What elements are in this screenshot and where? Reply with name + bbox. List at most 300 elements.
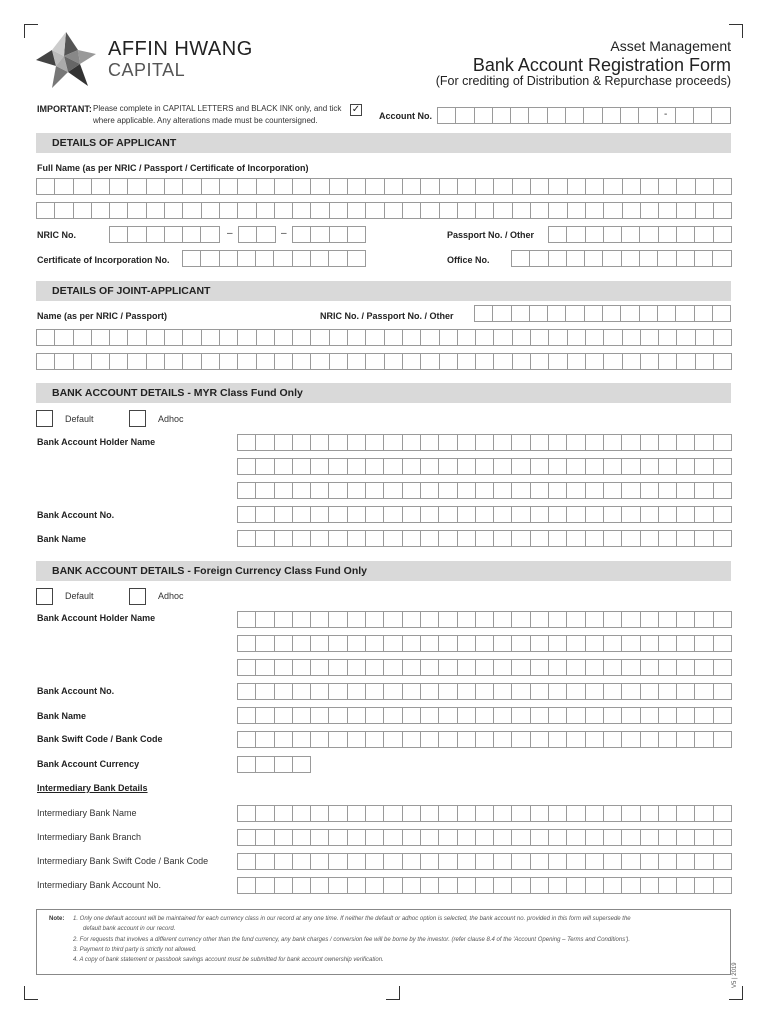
input-cell[interactable] [37,203,55,218]
input-cell[interactable] [74,203,92,218]
input-cell[interactable] [568,203,586,218]
input-cell[interactable] [586,612,604,627]
input-cell[interactable] [640,251,658,266]
input-cell[interactable] [256,757,274,772]
input-cell[interactable] [311,660,329,675]
input-cell[interactable] [421,330,439,345]
input-cell[interactable] [439,636,457,651]
input-cell[interactable] [512,251,530,266]
input-cell[interactable] [348,878,366,893]
input-cell[interactable] [623,330,641,345]
input-cell[interactable] [714,435,732,450]
nric-input-part2[interactable] [238,226,276,243]
input-cell[interactable] [183,203,201,218]
input-cell[interactable] [329,531,347,546]
input-cell[interactable] [604,612,622,627]
input-cell[interactable] [275,878,293,893]
input-cell[interactable] [531,483,549,498]
input-cell[interactable] [458,660,476,675]
input-cell[interactable] [421,354,439,369]
input-cell[interactable] [476,878,494,893]
input-cell[interactable] [421,531,439,546]
input-cell[interactable] [586,636,604,651]
input-cell[interactable] [421,507,439,522]
input-cell[interactable] [622,708,640,723]
input-cell[interactable] [549,179,567,194]
input-cell[interactable] [476,531,494,546]
input-cell[interactable] [677,878,695,893]
input-cell[interactable] [568,354,586,369]
input-cell[interactable] [256,636,274,651]
input-cell[interactable] [714,227,732,242]
input-cell[interactable] [604,354,622,369]
input-cell[interactable] [238,684,256,699]
input-cell[interactable] [329,251,347,266]
input-cell[interactable] [567,708,585,723]
input-cell[interactable] [329,708,347,723]
input-cell[interactable] [366,732,384,747]
input-cell[interactable] [621,108,639,123]
input-cell[interactable] [549,830,567,845]
input-cell[interactable] [475,306,493,321]
input-cell[interactable] [403,636,421,651]
input-cell[interactable] [476,732,494,747]
input-cell[interactable] [695,854,713,869]
passport-input[interactable] [548,226,732,243]
input-cell[interactable] [329,684,347,699]
input-cell[interactable] [458,806,476,821]
input-cell[interactable] [641,459,659,474]
input-cell[interactable] [293,830,311,845]
input-cell[interactable] [695,612,713,627]
input-cell[interactable] [604,878,622,893]
input-cell[interactable] [641,612,659,627]
input-cell[interactable] [476,854,494,869]
input-cell[interactable] [293,251,311,266]
input-cell[interactable] [586,507,604,522]
input-cell[interactable] [275,531,293,546]
input-cell[interactable] [165,179,183,194]
input-cell[interactable] [695,435,713,450]
input-cell[interactable] [256,878,274,893]
nric-input-part3[interactable] [292,226,366,243]
input-cell[interactable] [421,203,439,218]
myr-bank-input[interactable] [237,530,732,547]
input-cell[interactable] [239,227,257,242]
input-cell[interactable] [348,459,366,474]
input-cell[interactable] [494,878,512,893]
input-cell[interactable] [384,684,402,699]
cert-input[interactable] [182,250,366,267]
input-cell[interactable] [311,354,329,369]
input-cell[interactable] [494,684,512,699]
input-cell[interactable] [439,854,457,869]
input-cell[interactable] [274,251,292,266]
input-cell[interactable] [147,227,165,242]
input-cell[interactable] [183,330,201,345]
input-cell[interactable] [202,179,220,194]
input-cell[interactable] [238,806,256,821]
input-cell[interactable] [256,483,274,498]
input-cell[interactable] [604,179,622,194]
input-cell[interactable] [311,435,329,450]
foreign-swift-input[interactable] [237,731,732,748]
input-cell[interactable] [275,806,293,821]
input-cell[interactable] [329,660,347,675]
input-cell[interactable] [458,507,476,522]
input-cell[interactable] [256,507,274,522]
input-cell[interactable] [622,732,640,747]
input-cell[interactable] [714,708,732,723]
input-cell[interactable] [366,854,384,869]
input-cell[interactable] [329,636,347,651]
int-name-input[interactable] [237,805,732,822]
input-cell[interactable] [549,660,567,675]
input-cell[interactable] [366,806,384,821]
input-cell[interactable] [603,108,621,123]
input-cell[interactable] [513,203,531,218]
input-cell[interactable] [440,179,458,194]
input-cell[interactable] [311,684,329,699]
input-cell[interactable] [713,251,731,266]
input-cell[interactable] [329,612,347,627]
input-cell[interactable] [476,806,494,821]
input-cell[interactable] [549,354,567,369]
input-cell[interactable] [311,854,329,869]
input-cell[interactable] [458,612,476,627]
input-cell[interactable] [439,483,457,498]
input-cell[interactable] [293,878,311,893]
input-cell[interactable] [256,732,274,747]
input-cell[interactable] [586,684,604,699]
input-cell[interactable] [329,483,347,498]
input-cell[interactable] [275,507,293,522]
int-branch-input[interactable] [237,829,732,846]
input-cell[interactable] [384,878,402,893]
input-cell[interactable] [622,459,640,474]
input-cell[interactable] [531,806,549,821]
input-cell[interactable] [293,854,311,869]
input-cell[interactable] [714,830,732,845]
input-cell[interactable] [256,684,274,699]
input-cell[interactable] [714,684,732,699]
input-cell[interactable] [549,251,567,266]
input-cell[interactable] [275,757,293,772]
input-cell[interactable] [512,306,530,321]
input-cell[interactable] [384,435,402,450]
input-cell[interactable] [476,203,494,218]
input-cell[interactable] [275,483,293,498]
input-cell[interactable] [439,507,457,522]
input-cell[interactable] [531,435,549,450]
myr-holder-input-line1[interactable] [237,434,732,451]
input-cell[interactable] [238,732,256,747]
input-cell[interactable] [403,179,421,194]
input-cell[interactable] [421,708,439,723]
input-cell[interactable] [238,854,256,869]
joint-nric-input[interactable] [474,305,731,322]
myr-holder-input-line2[interactable] [237,458,732,475]
input-cell[interactable] [714,459,732,474]
input-cell[interactable] [366,435,384,450]
input-cell[interactable] [293,708,311,723]
input-cell[interactable] [421,684,439,699]
foreign-holder-input-line1[interactable] [237,611,732,628]
input-cell[interactable] [128,179,146,194]
input-cell[interactable] [37,179,55,194]
input-cell[interactable] [622,227,640,242]
input-cell[interactable] [74,354,92,369]
input-cell[interactable] [384,806,402,821]
input-cell[interactable] [639,108,657,123]
input-cell[interactable] [494,203,512,218]
input-cell[interactable] [421,732,439,747]
input-cell[interactable] [512,531,530,546]
input-cell[interactable] [403,878,421,893]
input-cell[interactable] [201,251,219,266]
input-cell[interactable] [714,203,732,218]
input-cell[interactable] [330,354,348,369]
input-cell[interactable] [421,636,439,651]
input-cell[interactable] [439,878,457,893]
input-cell[interactable] [311,612,329,627]
input-cell[interactable] [604,684,622,699]
input-cell[interactable] [439,531,457,546]
input-cell[interactable] [494,531,512,546]
input-cell[interactable] [659,179,677,194]
input-cell[interactable] [458,854,476,869]
input-cell[interactable] [566,306,584,321]
input-cell[interactable] [220,203,238,218]
input-cell[interactable] [531,732,549,747]
input-cell[interactable] [421,806,439,821]
input-cell[interactable] [696,179,714,194]
input-cell[interactable] [513,354,531,369]
input-cell[interactable] [603,251,621,266]
input-cell[interactable] [494,708,512,723]
input-cell[interactable] [293,330,311,345]
input-cell[interactable] [604,435,622,450]
input-cell[interactable] [311,878,329,893]
input-cell[interactable] [311,459,329,474]
input-cell[interactable] [695,806,713,821]
input-cell[interactable] [494,636,512,651]
input-cell[interactable] [641,435,659,450]
input-cell[interactable] [92,354,110,369]
foreign-bank-input[interactable] [237,707,732,724]
input-cell[interactable] [549,732,567,747]
input-cell[interactable] [549,330,567,345]
input-cell[interactable] [330,227,348,242]
input-cell[interactable] [586,227,604,242]
input-cell[interactable] [586,459,604,474]
input-cell[interactable] [512,806,530,821]
input-cell[interactable] [695,878,713,893]
input-cell[interactable] [584,108,602,123]
input-cell[interactable] [677,708,695,723]
input-cell[interactable] [586,708,604,723]
input-cell[interactable] [659,531,677,546]
input-cell[interactable] [421,830,439,845]
input-cell[interactable] [512,732,530,747]
input-cell[interactable] [403,483,421,498]
input-cell[interactable] [438,108,456,123]
input-cell[interactable] [548,306,566,321]
input-cell[interactable] [439,684,457,699]
input-cell[interactable] [604,806,622,821]
input-cell[interactable] [110,330,128,345]
input-cell[interactable] [714,612,732,627]
input-cell[interactable] [37,330,55,345]
input-cell[interactable] [567,830,585,845]
input-cell[interactable] [476,507,494,522]
input-cell[interactable] [384,660,402,675]
input-cell[interactable] [549,708,567,723]
input-cell[interactable] [165,330,183,345]
input-cell[interactable] [677,684,695,699]
input-cell[interactable] [311,227,329,242]
input-cell[interactable] [403,612,421,627]
input-cell[interactable] [311,636,329,651]
input-cell[interactable] [677,251,695,266]
input-cell[interactable] [201,227,219,242]
input-cell[interactable] [695,636,713,651]
input-cell[interactable] [529,108,547,123]
input-cell[interactable] [220,354,238,369]
joint-name-input-line2[interactable] [36,353,732,370]
input-cell[interactable] [238,531,256,546]
input-cell[interactable] [549,854,567,869]
input-cell[interactable] [458,684,476,699]
foreign-holder-input-line3[interactable] [237,659,732,676]
input-cell[interactable] [128,354,146,369]
input-cell[interactable] [311,251,329,266]
input-cell[interactable] [513,179,531,194]
input-cell[interactable] [677,459,695,474]
input-cell[interactable] [311,732,329,747]
input-cell[interactable] [348,732,366,747]
foreign-holder-input-line2[interactable] [237,635,732,652]
input-cell[interactable] [92,179,110,194]
input-cell[interactable] [348,354,366,369]
input-cell[interactable] [366,483,384,498]
input-cell[interactable] [714,507,732,522]
input-cell[interactable] [202,354,220,369]
input-cell[interactable] [493,306,511,321]
input-cell[interactable] [567,507,585,522]
input-cell[interactable] [458,435,476,450]
input-cell[interactable] [622,636,640,651]
input-cell[interactable] [567,732,585,747]
input-cell[interactable] [622,878,640,893]
input-cell[interactable] [110,354,128,369]
input-cell[interactable] [623,179,641,194]
input-cell[interactable] [238,203,256,218]
input-cell[interactable] [696,330,714,345]
input-cell[interactable] [677,354,695,369]
input-cell[interactable] [567,483,585,498]
input-cell[interactable] [366,878,384,893]
foreign-default-checkbox[interactable] [36,588,53,605]
input-cell[interactable] [311,203,329,218]
input-cell[interactable] [385,203,403,218]
input-cell[interactable] [641,330,659,345]
input-cell[interactable] [275,636,293,651]
input-cell[interactable] [531,531,549,546]
input-cell[interactable] [55,354,73,369]
input-cell[interactable] [366,330,384,345]
input-cell[interactable] [256,830,274,845]
input-cell[interactable] [714,179,732,194]
input-cell[interactable] [256,435,274,450]
myr-default-checkbox[interactable] [36,410,53,427]
input-cell[interactable] [549,227,567,242]
input-cell[interactable] [311,179,329,194]
input-cell[interactable] [440,354,458,369]
input-cell[interactable] [403,660,421,675]
input-cell[interactable] [659,435,677,450]
input-cell[interactable] [348,179,366,194]
input-cell[interactable] [293,507,311,522]
input-cell[interactable] [348,203,366,218]
input-cell[interactable] [329,507,347,522]
input-cell[interactable] [366,179,384,194]
input-cell[interactable] [238,708,256,723]
input-cell[interactable] [403,708,421,723]
input-cell[interactable] [403,531,421,546]
input-cell[interactable] [494,507,512,522]
input-cell[interactable] [641,203,659,218]
input-cell[interactable] [366,612,384,627]
input-cell[interactable] [329,854,347,869]
input-cell[interactable] [92,330,110,345]
input-cell[interactable] [439,660,457,675]
input-cell[interactable] [385,179,403,194]
input-cell[interactable] [421,660,439,675]
input-cell[interactable] [311,830,329,845]
input-cell[interactable] [275,459,293,474]
input-cell[interactable] [403,330,421,345]
input-cell[interactable] [696,354,714,369]
input-cell[interactable] [366,708,384,723]
input-cell[interactable] [238,507,256,522]
input-cell[interactable] [311,806,329,821]
input-cell[interactable] [604,708,622,723]
input-cell[interactable] [512,854,530,869]
input-cell[interactable] [458,732,476,747]
full-name-input-line2[interactable] [36,202,732,219]
input-cell[interactable] [256,806,274,821]
input-cell[interactable] [421,483,439,498]
input-cell[interactable] [275,830,293,845]
input-cell[interactable] [421,878,439,893]
input-cell[interactable] [403,806,421,821]
input-cell[interactable] [677,203,695,218]
input-cell[interactable] [696,203,714,218]
input-cell[interactable] [531,354,549,369]
input-cell[interactable] [712,108,730,123]
input-cell[interactable] [403,854,421,869]
input-cell[interactable] [275,708,293,723]
input-cell[interactable] [512,660,530,675]
input-cell[interactable] [458,636,476,651]
input-cell[interactable] [403,459,421,474]
input-cell[interactable] [512,830,530,845]
input-cell[interactable] [458,354,476,369]
input-cell[interactable] [567,251,585,266]
input-cell[interactable] [256,660,274,675]
foreign-currency-input[interactable] [237,756,311,773]
